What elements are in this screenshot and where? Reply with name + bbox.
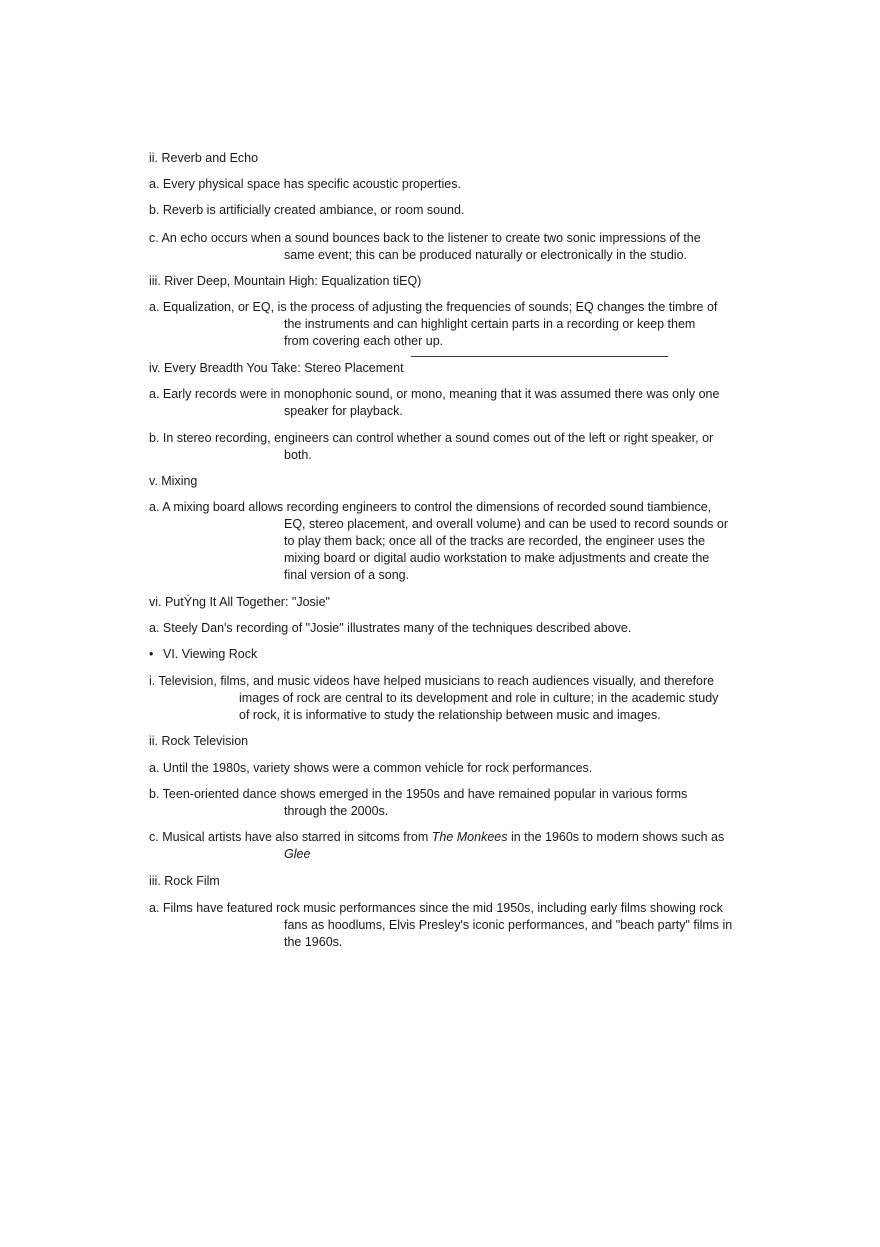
heading-reverb-echo: ii. Reverb and Echo <box>149 151 259 165</box>
heading-mixing: v. Mixing <box>149 474 198 488</box>
heading-stereo-placement: iv. Every Breadth You Take: Stereo Placement <box>149 361 404 375</box>
item-reverb-c: c. An echo occurs when a sound bounces back to the listener to create two sonic impressions of the same event; this can be produced naturally or electronically in the studio. <box>149 231 701 262</box>
item-reverb-a: a. Every physical space has specific acoustic properties. <box>149 177 461 191</box>
item-tv-c: c. Musical artists have also starred in sitcoms from The Monkees in the 1960s to modern shows such as Glee <box>149 830 725 861</box>
item-tv-a: a. Until the 1980s, variety shows were a common vehicle for rock performances. <box>149 761 593 775</box>
horizontal-rule <box>411 356 668 357</box>
item-eq-a: a. Equalization, or EQ, is the process of adjusting the frequencies of sounds; EQ changes the timbre of the instruments and can highlight certain parts in a recording or keep them from covering each other up. <box>149 300 718 348</box>
item-reverb-b: b. Reverb is artificially created ambiance, or room sound. <box>149 203 465 217</box>
heading-equalization: iii. River Deep, Mountain High: Equalization tiEQ) <box>149 274 422 288</box>
heading-rock-television: ii. Rock Television <box>149 734 249 748</box>
heading-viewing-rock: • VI. Viewing Rock <box>149 647 258 661</box>
item-viewing-i: i. Television, films, and music videos have helped musicians to reach audiences visually, and therefore images of rock are central to its development and role in culture; in the academic study of rock, it is informative to study the relationship between music and images. <box>149 674 719 722</box>
item-film-a: a. Films have featured rock music performances since the mid 1950s, including early films showing rock fans as hoodlums, Elvis Presley's iconic performances, and "beach party" films in the 1960s. <box>149 901 733 949</box>
item-stereo-a: a. Early records were in monophonic sound, or mono, meaning that it was assumed there was only one speaker for playback. <box>149 387 720 418</box>
item-mixing-a: a. A mixing board allows recording engineers to control the dimensions of recorded sound tiambience, EQ, stereo placement, and overall volume) and can be used to record sounds or to play them back; once all of the tracks are recorded, the engineer uses the mixing board or digital audio workstation to make adjustments and create the final version of a song. <box>149 500 729 582</box>
item-tv-b: b. Teen-oriented dance shows emerged in the 1950s and have remained popular in various forms through the 2000s. <box>149 787 688 818</box>
heading-rock-film: iii. Rock Film <box>149 874 220 888</box>
heading-josie: vi. PutÝng It All Together: "Josie" <box>149 595 330 609</box>
item-stereo-b: b. In stereo recording, engineers can control whether a sound comes out of the left or right speaker, or both. <box>149 431 714 462</box>
item-josie-a: a. Steely Dan's recording of "Josie" illustrates many of the techniques described above. <box>149 621 632 635</box>
bullet-icon: • <box>149 647 154 661</box>
